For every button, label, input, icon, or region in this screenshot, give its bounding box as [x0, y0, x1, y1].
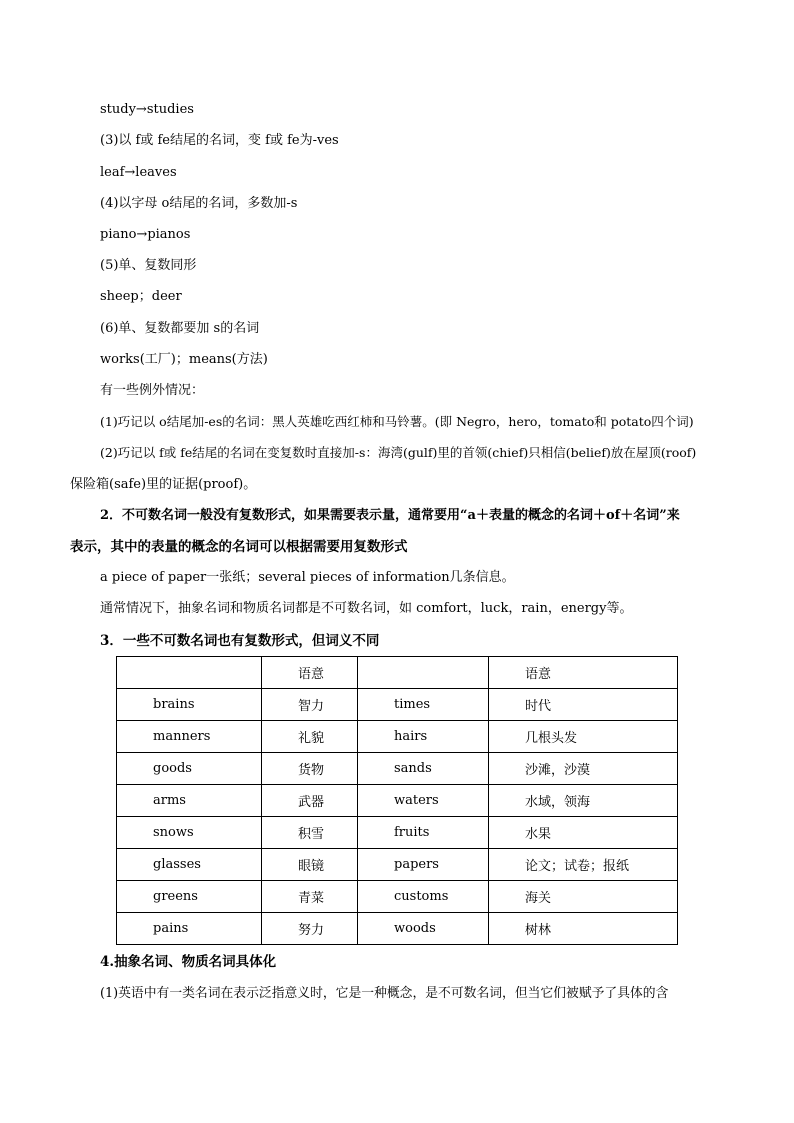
text-line: sheep；deer — [100, 289, 182, 304]
table-cell: times — [358, 689, 489, 721]
table-cell: 树林 — [489, 913, 678, 945]
table-cell: glasses — [117, 849, 262, 881]
noun-meaning-table — [116, 656, 678, 945]
table-row — [117, 817, 678, 849]
table-cell: fruits — [358, 817, 489, 849]
table-header-row — [117, 657, 678, 689]
table-cell: sands — [358, 753, 489, 785]
table-cell: goods — [117, 753, 262, 785]
text-line: a piece of paper一张纸；several pieces of information几条信息。 — [100, 570, 515, 585]
table-cell: snows — [117, 817, 262, 849]
table-cell: woods — [358, 913, 489, 945]
table-row — [117, 913, 678, 945]
text-line: study→studies — [100, 102, 194, 117]
text-line: 有一些例外情况： — [100, 383, 205, 398]
table-row — [117, 753, 678, 785]
rule-heading: (3)以 f或 fe结尾的名词，变 f或 fe为-ves — [100, 133, 339, 148]
table-cell: 礼貌 — [262, 721, 358, 753]
text-line: (1)英语中有一类名词在表示泛指意义时，它是一种概念，是不可数名词，但当它们被赋予了具体的含 — [100, 986, 669, 1001]
table-row — [117, 881, 678, 913]
table-cell: 智力 — [262, 689, 358, 721]
table-cell: 论文；试卷；报纸 — [489, 849, 678, 881]
section-heading-3: 3．一些不可数名词也有复数形式，但词义不同 — [100, 633, 380, 649]
table-cell: 水域，领海 — [489, 785, 678, 817]
table-cell: customs — [358, 881, 489, 913]
table-cell: papers — [358, 849, 489, 881]
table-cell: 青菜 — [262, 881, 358, 913]
section-heading-4: 4.抽象名词、物质名词具体化 — [100, 954, 277, 970]
table-cell: waters — [358, 785, 489, 817]
text-line: 保险箱(safe)里的证据(proof)。 — [70, 477, 257, 492]
text-line: works(工厂)；means(方法) — [100, 352, 268, 367]
section-heading-2-cont: 表示，其中的表量的概念的名词可以根据需要用复数形式 — [70, 539, 408, 555]
table-header-cell — [117, 657, 262, 689]
table-cell: 努力 — [262, 913, 358, 945]
rule-heading: (4)以字母 o结尾的名词，多数加-s — [100, 196, 298, 211]
rule-heading: (5)单、复数同形 — [100, 258, 197, 273]
table-row — [117, 849, 678, 881]
table-cell: greens — [117, 881, 262, 913]
table-cell: 水果 — [489, 817, 678, 849]
text-line: leaf→leaves — [100, 165, 177, 180]
table-cell: 积雪 — [262, 817, 358, 849]
text-line: (2)巧记以 f或 fe结尾的名词在变复数时直接加-s：海湾(gulf)里的首领(chief)只相信(belief)放在屋顶(roof) — [100, 445, 697, 460]
text-line: piano→pianos — [100, 227, 191, 242]
table-header-cell — [358, 657, 489, 689]
table-cell: pains — [117, 913, 262, 945]
table-header-cell: 语意 — [262, 657, 358, 689]
table-cell: 沙滩，沙漠 — [489, 753, 678, 785]
table-row — [117, 721, 678, 753]
text-line: 通常情况下，抽象名词和物质名词都是不可数名词，如 comfort，luck，rain，energy等。 — [100, 601, 633, 616]
table-row — [117, 689, 678, 721]
table-cell: 眼镜 — [262, 849, 358, 881]
table-cell: brains — [117, 689, 262, 721]
text-line: (1)巧记以 o结尾加-es的名词：黑人英雄吃西红柿和马铃薯。(即 Negro，hero，tomato和 potato四个词) — [100, 414, 694, 429]
table-cell: 货物 — [262, 753, 358, 785]
table-header-cell: 语意 — [489, 657, 678, 689]
table-row — [117, 785, 678, 817]
table-cell: manners — [117, 721, 262, 753]
table-cell: 几根头发 — [489, 721, 678, 753]
table-cell: arms — [117, 785, 262, 817]
table-cell: hairs — [358, 721, 489, 753]
table-cell: 武器 — [262, 785, 358, 817]
table-cell: 时代 — [489, 689, 678, 721]
rule-heading: (6)单、复数都要加 s的名词 — [100, 321, 260, 336]
table-cell: 海关 — [489, 881, 678, 913]
section-heading-2: 2．不可数名词一般没有复数形式，如果需要表示量，通常要用“a＋表量的概念的名词＋of＋名词”来 — [100, 508, 680, 523]
